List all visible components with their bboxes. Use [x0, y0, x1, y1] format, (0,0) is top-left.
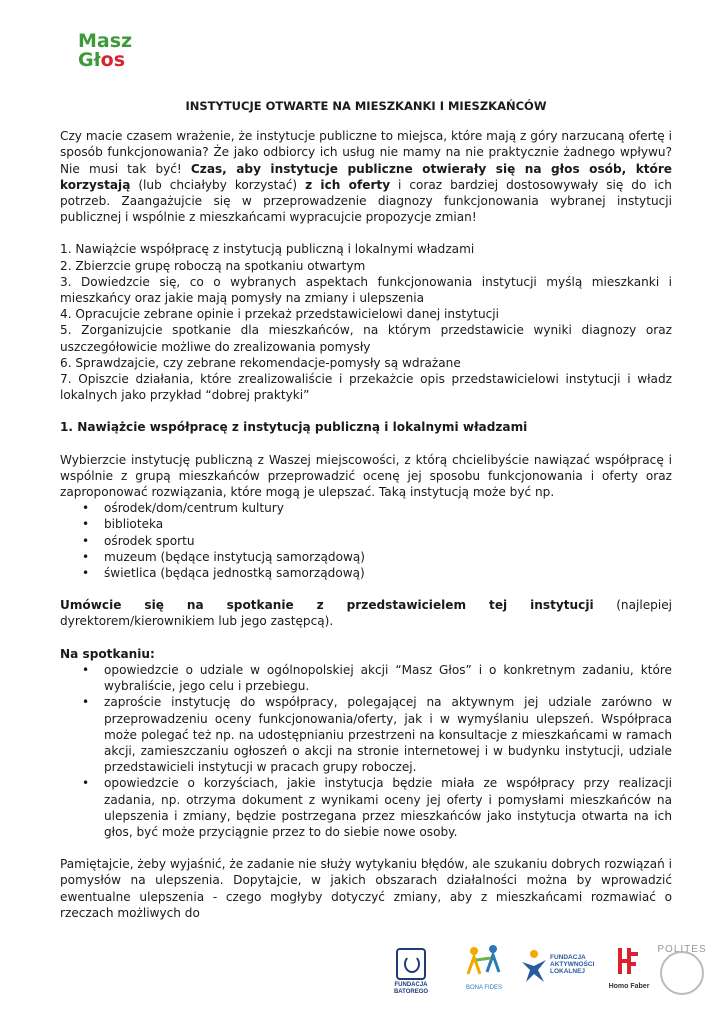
fal-text: [550, 954, 594, 975]
batory-text-2: BATOREGO: [393, 989, 429, 995]
homo-faber-icon: [616, 946, 642, 976]
logo-line-2a: Gł: [78, 49, 101, 71]
batory-mark-icon: [396, 948, 426, 980]
polites-text: POLITES: [657, 944, 707, 955]
list-item: • ośrodek sportu: [104, 533, 672, 549]
intro-text-1: Czy macie czasem wrażenie, że instytucje publiczne to miejsca, które mają z góry narzucaną ofertę i sposób funkcjonowania? Że jako odbiorcy ich usług nie mamy na nie praktycznie żadnego wpływu? Nie musi tak być!: [60, 129, 672, 176]
logo-line-2b: os: [100, 49, 126, 71]
meeting-points-list: [60, 662, 672, 840]
page-title: INSTYTUCJE OTWARTE NA MIESZKANKI I MIESZKAŃCÓW: [185, 99, 547, 113]
step-item: 3. Dowiedzcie się, co o wybranych aspektach funkcjonowania instytucji myślą mieszkanki i mieszkańcy oraz jakie mają pomysły na zmiany i ulepszenia: [60, 274, 672, 306]
bona-fides-icon: [462, 944, 506, 978]
batory-text-1: FUNDACJA: [394, 982, 428, 988]
institutions-list: [60, 500, 672, 581]
list-item: • świetlica (będąca jednostką samorządową): [104, 565, 672, 581]
section-heading: 1. Nawiążcie współpracę z instytucją publiczną i lokalnymi władzami: [60, 420, 528, 435]
meeting-rest: (najlepiej dyrektorem/kierownikiem lub jego zastępcą).: [60, 598, 672, 629]
closing-paragraph: Pamiętajcie, żeby wyjaśnić, że zadanie nie służy wytykaniu błędów, ale szukaniu dobrych rozwiązań i pomysłów na ulepszenia. Dopytajcie, w jakich obszarach działalności można by wprowadzić ewentualne ulepszenia - czego mogłyby dotyczyć zmiany, aby z mieszkańcami rozmawiać o rzeczach możliwych do: [60, 857, 672, 920]
steps-list: [60, 241, 672, 403]
fal-star-icon: [520, 948, 550, 986]
list-item: • biblioteka: [104, 516, 672, 532]
list-item: • opowiedzcie o korzyściach, jakie instytucja będzie miała ze współpracy przy realizacji zadania, np. otrzyma dokument z wynikami oceny jej oferty i pomysłami mieszkańców na ulepszenia i zmiany, będzie postrzegana przez mieszkańców jako instytucja otwarta na ich głos, być może przyciągnie przez to do siebie nowe osoby.: [104, 775, 672, 840]
list-item: • ośrodek/dom/centrum kultury: [104, 500, 672, 516]
list-item: • muzeum (będące instytucją samorządową): [104, 549, 672, 565]
intro-text-3: i coraz bardziej dostosowywały się do ich potrzeb. Zaangażujcie się w przeprowadzenie diagnozy funkcjonowania wybranej instytucji publicznej i wspólnie z mieszkańcami wypracujcie propozycje zmian!: [60, 177, 672, 225]
intro-bold-1: Czas, aby instytucje publiczne otwierały się na głos osób, które korzystają: [60, 161, 672, 192]
meeting-paragraph: [60, 597, 672, 629]
polites-logo: [654, 944, 710, 995]
logo-line-1: Masz: [78, 30, 133, 52]
intro-text-2: (lub chciałyby korzystać): [130, 177, 306, 192]
logo-line-2: [78, 51, 132, 70]
batory-foundation-logo: [383, 948, 439, 996]
step-item: 4. Opracujcie zebrane opinie i przekaż przedstawicielowi danej instytucji: [60, 307, 500, 322]
document-body: [60, 98, 672, 921]
homo-faber-logo: [604, 946, 654, 990]
list-item: • zaproście instytucję do współpracy, polegającej na aktywnym jej udziale zarówno w przeprowadzeniu oceny funkcjonowania/oferty, jak i w wymyślaniu ulepszeń. Współpraca może polegać też np. na udostępnianiu przestrzeni na konsultacje z mieszkańcami w ramach akcji, zamieszczaniu ogłoszeń o akcji na stronie internetowej i w budynku instytucji, udziale przedstawicieli instytucji w pracach grupy roboczej.: [104, 694, 672, 775]
footer-logos: [0, 940, 725, 1024]
intro-bold-2: z ich oferty: [305, 177, 391, 192]
step-item: 2. Zbierzcie grupę roboczą na spotkaniu otwartym: [60, 258, 366, 273]
section-paragraph: Wybierzcie instytucję publiczną z Waszej miejscowości, z którą chcielibyście nawiązać współpracę i wspólnie z grupą mieszkańców przeprowadzić ocenę jej sposobu funkcjonowania i oferty oraz zaproponować rozwiązania, które mogą je ulepszać. Taką instytucją może być np.: [60, 452, 672, 500]
homo-faber-text: Homo Faber: [608, 983, 650, 990]
intro-paragraph: [60, 128, 672, 225]
list-item: • opowiedzcie o udziale w ogólnopolskiej akcji “Masz Głos” i o konkretnym zadaniu, które wybraliście, jego celu i przebiegu.: [104, 662, 672, 694]
fal-text-2: AKTYWNOŚCI: [550, 961, 595, 968]
step-item: 7. Opiszcie działania, które zrealizowaliście i przekażcie opis przedstawicielowi instytucji i władz lokalnych jako przykład “dobrej praktyki”: [60, 372, 672, 403]
step-item: 1. Nawiążcie współpracę z instytucją publiczną i lokalnymi władzami: [60, 242, 475, 257]
masz-glos-logo: [78, 32, 132, 70]
on-meeting-bold: Na spotkaniu:: [60, 646, 155, 661]
fal-text-1: FUNDACJA: [550, 954, 586, 961]
bona-fides-logo: [458, 944, 510, 991]
step-item: 5. Zorganizujcie spotkanie dla mieszkańców, na którym przedstawicie wyniki diagnozy oraz uszczegółowicie możliwe do zrealizowania pomysły: [60, 323, 672, 354]
on-meeting-label: [60, 646, 672, 662]
fal-text-3: LOKALNEJ: [550, 968, 586, 975]
meeting-bold: Umówcie się na spotkanie z przedstawicielem tej instytucji: [60, 598, 594, 613]
step-item: 6. Sprawdzajcie, czy zebrane rekomendacje-pomysły są wdrażane: [60, 355, 461, 370]
bona-fides-text: BONA FIDES: [465, 985, 502, 991]
polites-circle-icon: [660, 951, 704, 995]
